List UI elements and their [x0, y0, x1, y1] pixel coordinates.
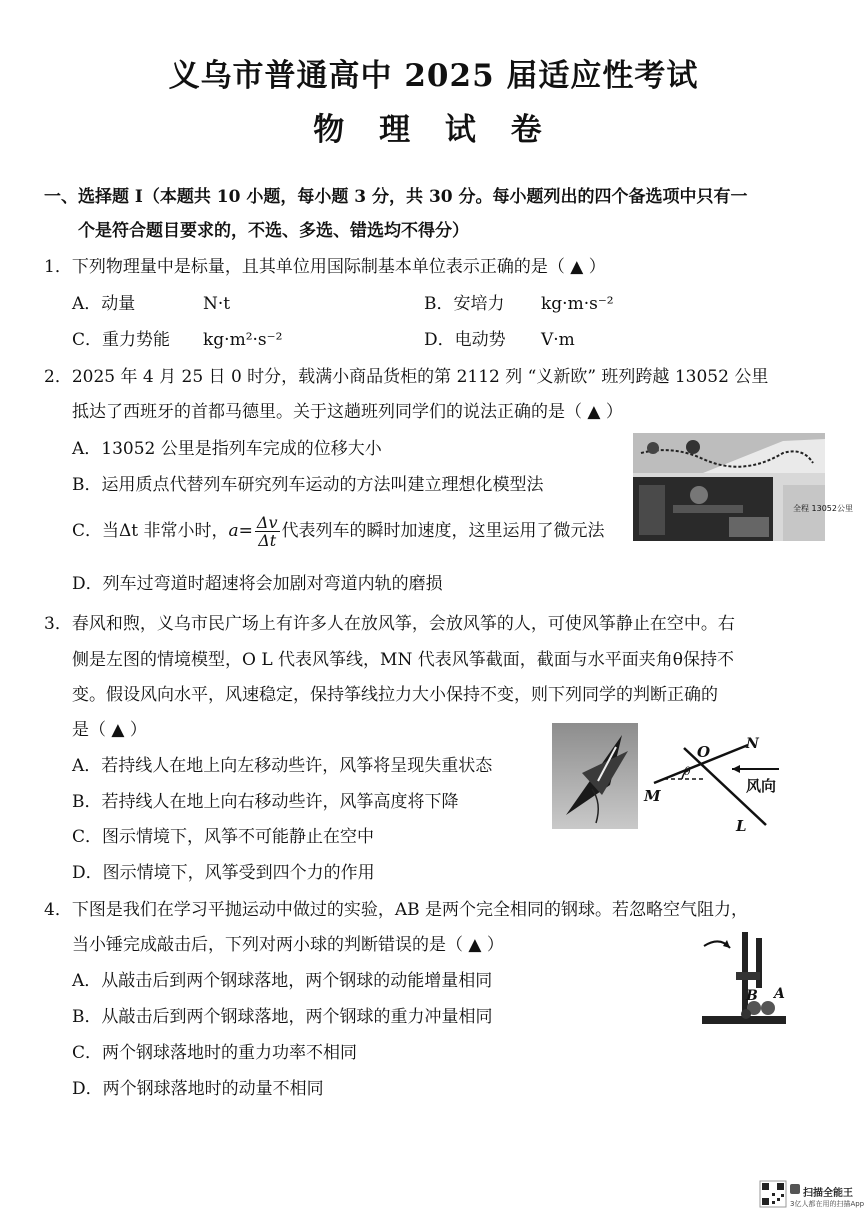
ball-a — [761, 1001, 775, 1015]
label-o: O — [697, 743, 711, 761]
qr-code-icon — [760, 1181, 786, 1207]
q1-option-c-label: C．重力势能 — [72, 330, 171, 350]
scanner-tagline: 3亿人都在用的扫描App — [790, 1200, 865, 1208]
q4-stem-line2: 当小锤完成敲击后，下列对两小球的判断错误的是（ ▲ ） — [72, 935, 504, 955]
q3-option-a: A．若持线人在地上向左移动些许，风筝将呈现失重状态 — [72, 756, 493, 776]
q1-option-a — [72, 293, 135, 315]
q3-stem-line4: 是（ ▲ ） — [72, 720, 147, 740]
q4-apparatus-diagram — [696, 928, 796, 1032]
q1-stem: 1．下列物理量中是标量，且其单位用国际制基本单位表示正确的是（ ▲ ） — [44, 257, 606, 277]
q3-stem-line3: 变。假设风向水平，风速稳定，保持筝线拉力大小保持不变，则下列同学的判断正确的 — [72, 685, 718, 705]
route-distance-label: 全程 13052公里 — [793, 504, 853, 513]
q2-option-c — [72, 513, 605, 549]
q1-option-d-label: D．电动势 — [424, 330, 506, 350]
q3-option-b: B．若持线人在地上向右移动些许，风筝高度将下降 — [72, 792, 459, 812]
label-m: M — [644, 787, 661, 805]
q4-option-b: B．从敲击后到两个钢球落地，两个钢球的重力冲量相同 — [72, 1007, 493, 1027]
q3-option-d: D．图示情境下，风筝受到四个力的作用 — [72, 863, 375, 883]
q3-kite-model-diagram — [644, 735, 824, 835]
section-heading-line2: 个是符合题目要求的，不选、多选、错选均不得分） — [78, 221, 469, 241]
section-heading-line1: 一、选择题 I（本题共 10 小题，每小题 3 分，共 30 分。每小题列出的四个备选项中只有一 — [44, 187, 748, 207]
label-b: B — [746, 988, 758, 1004]
wind-arrow-head — [732, 765, 740, 773]
q3-kite-photo — [552, 723, 638, 829]
label-l: L — [736, 817, 747, 835]
q2-fraction — [255, 514, 280, 549]
q4-option-a: A．从敲击后到两个钢球落地，两个钢球的动能增量相同 — [72, 971, 493, 991]
label-theta: θ — [684, 765, 691, 778]
label-n: N — [746, 736, 759, 752]
q4-stem-line1: 4．下图是我们在学习平抛运动中做过的实验，AB 是两个完全相同的钢球。若忽略空气阻力， — [44, 900, 748, 920]
q2-stem-line1: 2．2025 年 4 月 25 日 0 时分，载满小商品货柜的第 2112 列 “义新欧” 班列跨越 13052 公里 — [44, 367, 769, 387]
q2-option-c-pre: C．当Δt 非常小时， — [72, 521, 229, 541]
q3-option-c: C．图示情境下，风筝不可能静止在空中 — [72, 827, 375, 847]
q2-fraction-denominator: Δt — [258, 531, 277, 550]
q3-stem-line2: 侧是左图的情境模型，O L 代表风筝线，MN 代表风筝截面，截面与水平面夹角θ保持不 — [72, 650, 734, 670]
q2-stem-line2: 抵达了西班牙的首都马德里。关于这趟班列同学们的说法正确的是（ ▲ ） — [72, 402, 623, 422]
q2-option-a: A．13052 公里是指列车完成的位移大小 — [72, 439, 382, 459]
q1-option-d-unit: V·m — [541, 330, 575, 350]
q1-option-a-label: A．动量 — [72, 294, 136, 314]
q3-stem-line1: 3．春风和煦，义乌市民广场上有许多人在放风筝，会放风筝的人，可使风筝静止在空中。右 — [44, 614, 735, 634]
label-a: A — [774, 986, 785, 1002]
q2-option-b: B．运用质点代替列车研究列车运动的方法叫建立理想化模型法 — [72, 475, 544, 495]
q1-option-c-unit: kg·m²·s⁻² — [203, 330, 283, 350]
q2-option-d: D．列车过弯道时超速将会加剧对弯道内轨的磨损 — [72, 574, 443, 594]
q1-option-a-unit: N·t — [203, 294, 231, 314]
q1-option-b-label: B．安培力 — [424, 294, 505, 314]
q4-option-c: C．两个钢球落地时的重力功率不相同 — [72, 1043, 358, 1063]
label-wind-direction: 风向 — [746, 777, 777, 795]
q1-option-b-unit: kg·m·s⁻² — [541, 294, 614, 314]
exam-subtitle: 物 理 试 卷 — [313, 112, 554, 148]
q2-option-c-a: a= — [228, 521, 253, 541]
q4-option-d: D．两个钢球落地时的动量不相同 — [72, 1079, 324, 1099]
scanner-app-name: 扫描全能王 — [803, 1188, 853, 1199]
q2-option-c-post: 代表列车的瞬时加速度，这里运用了微元法 — [281, 521, 605, 541]
scanner-logo-icon — [790, 1184, 800, 1194]
q2-fraction-numerator: Δv — [256, 513, 278, 532]
exam-title: 义乌市普通高中 2025 届适应性考试 — [168, 58, 699, 94]
q2-train-figure — [633, 433, 853, 541]
